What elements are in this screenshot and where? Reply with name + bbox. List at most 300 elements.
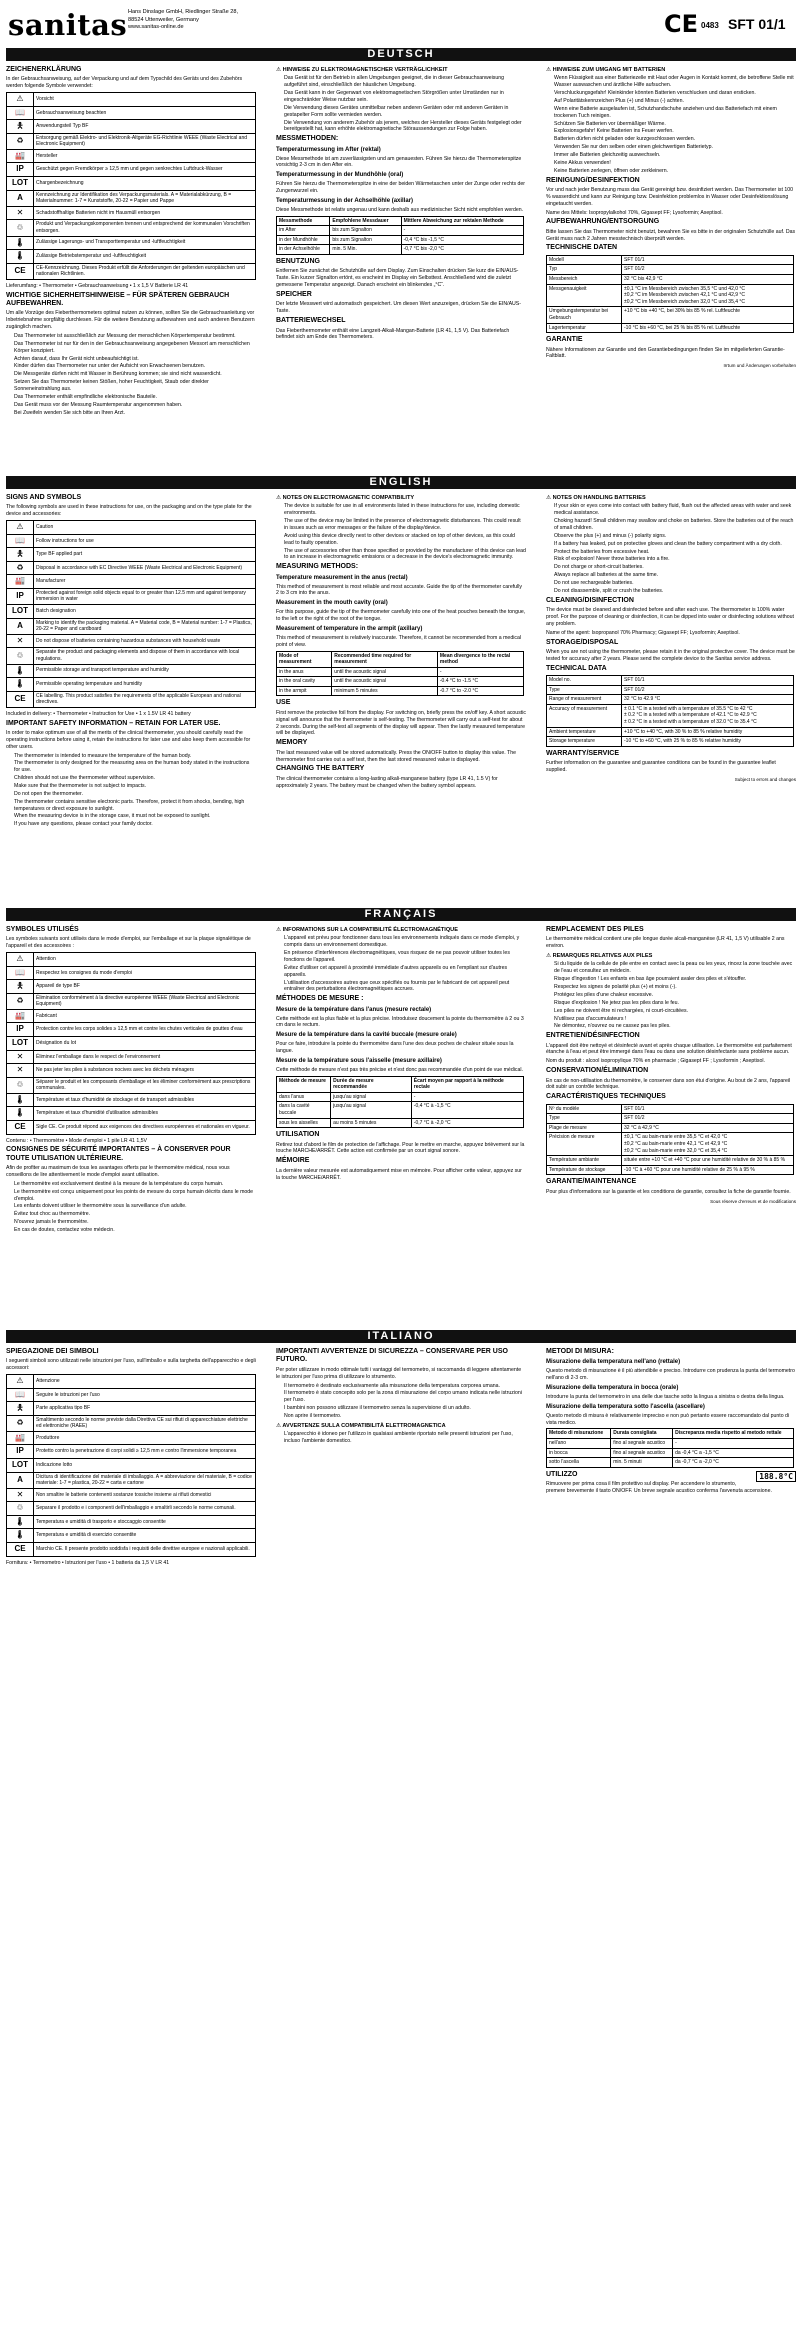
table-cell: im After: [277, 226, 330, 236]
table-cell: Storage temperature: [547, 737, 622, 747]
symbol-row: [7, 691, 256, 707]
symbol-row: [7, 1107, 256, 1121]
en-emv-title: [276, 495, 526, 502]
de-battery-title: BATTERIEWECHSEL: [276, 317, 346, 325]
it-method-rectal-title: Misurazione della temperatura nell'ano (rettale): [546, 1359, 681, 1366]
list-item: • Évitez d'utiliser cet appareil à proximité immédiate d'autres appareils ou en l'empilant sur d'autres appareils.: [284, 965, 526, 979]
list-item: • N'ouvrez jamais le thermomètre.: [14, 1219, 256, 1226]
symbol-text: Marking to identify the packaging material. A = Material code, B = Material number: 1-7 = Plastics, 20-22 = Paper and cardboard: [34, 618, 256, 634]
fr-warranty-text: Pour plus d'informations sur la garantie et les conditions de garantie, consultez la fiche de garantie fournie.: [546, 1188, 791, 1195]
en-emv-list: [276, 503, 526, 561]
it-symbols-title: SPIEGAZIONE DEI SIMBOLI: [6, 1348, 99, 1355]
en-use-title: USE: [276, 699, 291, 707]
battery-disposal-icon: ✕: [7, 634, 34, 648]
en-safety-intro: In order to make optimum use of all the merits of the clinical thermometer, you should carefully read the operating instructions before using it, retain the instructions for later use and also keep them accessible for other users.: [6, 730, 251, 750]
list-item: • Il termometro è destinato esclusivamente alla misurazione della temperatura corporea umana.: [284, 1383, 526, 1390]
header: [0, 0, 802, 48]
list-item: • Choking hazard! Small children may swallow and choke on batteries. Store the batteries out of the reach of small children.: [554, 518, 796, 532]
fr-battery-text: Le thermomètre médical contient une pile longue durée alcali-manganèse (LR 41, 1,5 V) utilisable 2 ans environ.: [546, 936, 785, 950]
en-clean-title: CLEANING/DISINFECTION: [546, 596, 634, 604]
list-item: • The thermometer is only designed for the measuring area on the human body stated in the instructions for use.: [14, 760, 256, 774]
list-item: • Batterien dürfen nicht geladen oder kurzgeschlossen werden.: [554, 136, 796, 143]
symbol-row: [7, 133, 256, 149]
table-cell: -0,7 °C à -2,0 °C: [411, 1118, 523, 1128]
symbol-text: Sigle CE. Ce produit répond aux exigences des directives européennes et nationales en vigueur.: [34, 1120, 256, 1134]
table-header-row: [277, 216, 524, 226]
symbol-row: [7, 250, 256, 264]
fr-safety-list: [6, 1181, 256, 1234]
symbol-row: [7, 1009, 256, 1023]
table-cell: -: [437, 667, 523, 677]
ce-icon: CE: [7, 691, 34, 707]
it-symbol-table: [6, 1374, 256, 1556]
table-cell: Type: [547, 685, 622, 695]
table-cell: au moins 5 minutes: [331, 1118, 412, 1128]
table-cell: fino al segnale acustico: [611, 1439, 673, 1449]
table-cell: sous les aisselles: [277, 1118, 331, 1128]
de-memory-title: SPEICHER: [276, 291, 312, 298]
list-item: • L'utilisation d'accessoires autres que ceux spécifiés ou fournis par le fabricant de cet appareil peut entraîner des perturbations électromagnétiques accrues.: [284, 980, 526, 994]
table-row: [547, 284, 794, 307]
caution-icon: ⚠: [7, 953, 34, 967]
manual-icon: 📖: [7, 1388, 34, 1402]
list-item: • Protégez les piles d'une chaleur excessive.: [554, 992, 796, 999]
warning-icon: ⚠: [546, 67, 553, 73]
list-item: • En cas de doutes, contactez votre médecin.: [14, 1227, 256, 1234]
list-item: • Always replace all batteries at the same time.: [554, 572, 796, 579]
fr-method-oral-text: Pour ce faire, introduire la pointe du thermomètre dans l'une des deux poches de chaleur située sous la langue.: [276, 1041, 514, 1055]
fr-method-rectal-text: Cette méthode est la plus fiable et la plus précise. Introduisez doucement la pointe du thermomètre à 2 ou 3 cm dans le rectum.: [276, 1015, 524, 1029]
symbol-text: Attenzione: [34, 1375, 256, 1389]
table-header-row: [547, 1429, 794, 1439]
en-method-rectal-title: Temperature measurement in the anus (rectal): [276, 574, 408, 581]
recycle-icon: ♲: [7, 220, 34, 236]
table-cell: située entre +10 °C et +40 °C pour une humidité relative de 30 % à 85 %: [622, 1156, 794, 1166]
table-cell: -0,4 °C à -1,5 °C: [411, 1102, 523, 1118]
symbol-row: [7, 120, 256, 134]
table-cell: -10 °C to +60 °C, with 25 % to 85 % relative humidity: [622, 737, 794, 747]
symbol-row: [7, 1077, 256, 1093]
en-use-text: First remove the protective foil from the display. For switching on, briefly press the on/off key. A short acoustic signal will announce that the thermometer is self-testing. The thermometer will carry out a self-test for about 2 seconds. During the self-test all segments of the display will appear. Then the lastly measured temperature will be displayed.: [276, 709, 526, 737]
lcd-unit: °C: [783, 1471, 793, 1481]
de-method-table: [276, 216, 524, 255]
fr-env-title: [546, 953, 796, 960]
table-row: [547, 307, 794, 323]
symbol-text: Hersteller: [34, 149, 256, 163]
symbol-text: Indicazione lotto: [34, 1459, 256, 1473]
en-measure-title: MEASURING METHODS:: [276, 563, 359, 571]
symbol-row: [7, 1064, 256, 1078]
symbol-row: [7, 1415, 256, 1431]
table-cell: Messgenauigkeit: [547, 284, 622, 307]
en-method-oral-text: For this purpose, guide the tip of the thermometer carefully into one of the heat pouches beneath the tongue, to the left or the right of the root of the tongue.: [276, 609, 526, 623]
warning-icon: ⚠: [276, 1422, 283, 1429]
table-cell: Modell: [547, 255, 622, 265]
de-method-axillary-text: Diese Messmethode ist relativ ungenau und kann deshalb aus medizinischer Sicht nicht empfohlen werden.: [276, 206, 524, 213]
it-emv-title-text: AVVERTENZE SULLA COMPATIBILITÀ ELETTROMAGNETICA: [282, 1422, 446, 1429]
de-warranty-title: GARANTIE: [546, 336, 583, 344]
warning-icon: ⚠: [546, 495, 553, 501]
fr-safety-title: CONSIGNES DE SÉCURITÉ IMPORTANTES – À CONSERVER POUR TOUTE UTILISATION ULTÉRIEURE.: [6, 1146, 231, 1162]
symbol-row: [7, 678, 256, 692]
fr-method-oral-title: Mesure de la température dans la cavité buccale (mesure orale): [276, 1032, 457, 1039]
lot-icon: LOT: [7, 1459, 34, 1473]
symbol-row: [7, 575, 256, 589]
fr-battery-title: REMPLACEMENT DES PILES: [546, 926, 644, 933]
en-safety-list: [6, 753, 256, 829]
list-item: • Le thermomètre est conçu uniquement pour les points de mesure du corps humain décrits dans le mode d'emploi.: [14, 1189, 256, 1203]
symbol-row: [7, 1488, 256, 1502]
table-cell: in the anus: [277, 667, 332, 677]
list-item: • If you have any questions, please contact your family doctor.: [14, 821, 256, 828]
fr-delivery: Contenu : • Thermomètre • Mode d'emploi • 1 pile LR 41 1,5V: [6, 1137, 148, 1144]
manual-icon: 📖: [7, 534, 34, 548]
de-store-text: Bitte lassen Sie das Thermometer nicht benutzt, bewahren Sie es bitte in der originalen Schutzhülle auf. Das Gerät muss nach 2 Jahren messtechnisch überprüft werden.: [546, 228, 796, 242]
list-item: • Setzen Sie das Thermometer keinen Stößen, hoher Feuchtigkeit, Staub oder direkter Sonneneinstrahlung aus.: [14, 379, 256, 393]
lcd-display: [756, 1471, 796, 1483]
table-cell: +10 °C bis +40 °C, bei 30% bis 85 % rel. Luftfeuchte: [622, 307, 794, 323]
symbol-row: [7, 966, 256, 980]
fr-symbols-intro: Les symboles suivants sont utilisés dans le mode d'emploi, sur l'emballage et sur la plaque signalétique de l'appareil et des accessoires :: [6, 936, 251, 950]
manufacturer-icon: 🏭: [7, 1009, 34, 1023]
list-item: • Verwenden Sie nur den selben oder einen gleichwertigen Batterietyp.: [554, 144, 796, 151]
list-item: • Risque d'ingestion ! Les enfants en bas âge pourraient avaler des piles et s'étouffer.: [554, 976, 796, 983]
de-delivery: Lieferumfang: • Thermometer • Gebrauchsanweisung • 1 x 1,5 V Batterie LR 41: [6, 282, 189, 289]
de-safety-title: WICHTIGE SICHERHEITSHINWEISE – FÜR SPÄTEREN GEBRAUCH AUFBEWAHREN.: [6, 291, 230, 308]
symbol-row: [7, 1459, 256, 1473]
table-cell: -10 °C à +60 °C pour une humidité relative de 25 % à 95 %: [622, 1165, 794, 1175]
en-tech-table: [546, 675, 794, 747]
de-symbols-intro: In der Gebrauchsanweisung, auf der Verpackung und auf dem Typschild des Geräts und des Zubehörs werden folgende Symbole verwendet:: [6, 76, 243, 90]
list-item: • Protect the batteries from excessive heat.: [554, 549, 796, 556]
symbol-row: [7, 618, 256, 634]
table-row: [547, 1133, 794, 1156]
list-item: • The use of the device may be limited in the presence of electromagnetic disturbances. This could result in issues such as error messages or the failure of the display/device.: [284, 518, 526, 532]
table-cell: 32 °C bis 42,9 °C: [622, 275, 794, 285]
en-warranty-text: Further information on the guarantee and guarantee conditions can be found in the guarantee leaflet supplied.: [546, 760, 776, 774]
table-row: [547, 275, 794, 285]
table-header: Messmethode: [277, 216, 330, 226]
table-cell: Typ: [547, 265, 622, 275]
symbol-text: Produkt und Verpackungskomponenten trennen und entsprechend der kommunalen Vorschriften entsorgen.: [34, 220, 256, 236]
table-cell: bis zum Signalton: [330, 235, 401, 245]
symbol-row: [7, 236, 256, 250]
table-row: [547, 1458, 794, 1468]
table-header-row: [277, 651, 524, 667]
it-emv-title: [276, 1423, 526, 1430]
table-cell: Température ambiante: [547, 1156, 622, 1166]
list-item: • Do not disassemble, split or crush the batteries.: [554, 588, 796, 595]
manufacturer-icon: 🏭: [7, 1431, 34, 1445]
en-symbols-intro: The following symbols are used in these instructions for use, on the packaging and on the type plate for the device and accessories:: [6, 504, 252, 518]
en-method-axillary-text: This method of measurement is relatively inaccurate. Therefore, it cannot be recommended from a medical point of view.: [276, 634, 521, 648]
table-cell: -: [411, 1092, 523, 1102]
table-cell: SFT 01/2: [622, 1114, 794, 1124]
list-item: • When the measuring device is in the storage case, it must not be exposed to sunlight.: [14, 813, 256, 820]
table-cell: SFT 01/2: [622, 685, 794, 695]
symbol-row: [7, 1472, 256, 1488]
list-item: • Do not open the thermometer.: [14, 791, 256, 798]
symbol-text: Kennzeichnung zur Identifikation des Verpackungsmaterials. A = Materialabkürzung, B = Materialnummer: 1-7 = Kunststoffe, 20-22 = Papier und Pappe: [34, 190, 256, 206]
table-row: [547, 737, 794, 747]
fr-method-rectal-title: Mesure de la température dans l'anus (mesure rectale): [276, 1006, 432, 1013]
symbol-row: [7, 634, 256, 648]
symbol-text: Produttore: [34, 1431, 256, 1445]
ce-icon: CE: [7, 263, 34, 279]
warning-icon: ⚠: [546, 953, 553, 960]
symbol-text: Fabricant: [34, 1009, 256, 1023]
symbol-text: Protection contre les corps solides ≥ 12,5 mm et contre les chutes verticales de gouttes d'eau: [34, 1023, 256, 1037]
table-cell: SFT 01/1: [622, 676, 794, 686]
it-column-3: [546, 1346, 796, 2346]
table-cell: -0,4 °C bis -1,5 °C: [401, 235, 523, 245]
list-item: • Das Thermometer ist nur für den in der Gebrauchsanweisung angegebenen Messort am menschlichen Körper konzipiert.: [14, 341, 256, 355]
it-safety-title: IMPORTANTI AVVERTENZE DI SICUREZZA – CONSERVARE PER USO FUTURO.: [276, 1348, 508, 1364]
table-cell: until the acoustic signal: [332, 677, 438, 687]
list-item: • If your skin or eyes come into contact with battery fluid, flush out the affected areas with water and seek medical assistance.: [554, 503, 796, 517]
bf-part-icon: 🯅: [7, 120, 34, 134]
symbol-text: Permissible storage and transport temperature and humidity: [34, 664, 256, 678]
symbol-text: Caution: [34, 521, 256, 535]
table-row: [277, 1118, 524, 1128]
symbol-row: [7, 1023, 256, 1037]
language-banner-it: ITALIANO: [6, 1330, 796, 1343]
symbol-row: [7, 220, 256, 236]
de-battery-text: Das Fieberthermometer enthält eine Langzeit-Alkali-Mangan-Batterie (LR 41, 1,5 V). Das Batteriefach befindet sich am Ende des Thermometers.: [276, 327, 510, 341]
table-row: [277, 245, 524, 255]
en-errata-note: Subject to errors and changes: [734, 776, 796, 782]
list-item: • Wenn Flüssigkeit aus einer Batteriezelle mit Haut oder Augen in Kontakt kommt, die betroffene Stelle mit Wasser auswaschen und ärztliche Hilfe aufsuchen.: [554, 75, 796, 89]
symbol-row: [7, 588, 256, 604]
table-cell: Nº du modèle: [547, 1104, 622, 1114]
en-method-oral-title: Measurement in the mouth cavity (oral): [276, 600, 388, 607]
symbol-row: [7, 163, 256, 177]
table-cell: Model no.: [547, 676, 622, 686]
table-cell: Température de stockage: [547, 1165, 622, 1175]
list-item: • Das Gerät ist für den Betrieb in allen Umgebungen geeignet, die in dieser Gebrauchsanweisung aufgeführt sind, einschließlich der häuslichen Umgebung.: [284, 75, 526, 89]
de-measure-title: MESSMETHODEN:: [276, 135, 339, 143]
list-item: • Risk of explosion! Never throw batteries into a fire.: [554, 556, 796, 563]
weee-icon: ♻: [7, 993, 34, 1009]
symbol-text: Do not dispose of batteries containing hazardous substances with household waste: [34, 634, 256, 648]
list-item: • Keine Batterien zerlegen, öffnen oder zerkleinern.: [554, 168, 796, 175]
fr-clean-text: L'appareil doit être nettoyé et désinfecté avant et après chaque utilisation. Le thermomètre est parfaitement étanche à l'eau et peut être immergé dans l'eau ou dans une solution désinfectante sans problème aucun.: [546, 1042, 792, 1056]
symbol-row: [7, 993, 256, 1009]
caution-icon: ⚠: [7, 1375, 34, 1389]
table-cell: ±0,1 °C im Messbereich zwischen 35,5 °C und 42,0 °C ±0,2 °C im Messbereich zwischen 42,1 °C und 42,9 °C ±0,2 °C im Messbereich zwischen 32,0 °C und 35,4 °C: [622, 284, 794, 307]
symbol-text: Température et taux d'humidité d'utilisation admissibles: [34, 1107, 256, 1121]
table-row: [277, 686, 524, 696]
it-method-axillary-text: Questo metodo di misura è relativamente impreciso e non può pertanto essere raccomandato dal punto di vista medico.: [546, 1412, 790, 1426]
table-cell: bis zum Signalton: [330, 226, 401, 236]
de-safety-list: [6, 333, 256, 416]
fr-column-3: [546, 924, 796, 1324]
list-item: • Non aprire il termometro.: [284, 1413, 526, 1420]
symbol-row: [7, 1050, 256, 1064]
en-store-title: STORAGE/DISPOSAL: [546, 638, 619, 646]
table-cell: dans la cavité buccale: [277, 1102, 331, 1118]
operating-temperature-icon: 🌡: [7, 678, 34, 692]
it-column-2: [276, 1346, 526, 2346]
list-item: • Das Gerät muss vor der Messung Raumtemperatur angenommen haben.: [14, 402, 256, 409]
symbol-row: [7, 1431, 256, 1445]
battery-disposal-icon: ✕: [7, 1064, 34, 1078]
symbol-row: [7, 521, 256, 535]
fr-emv-list: [276, 935, 526, 993]
de-env-list: [546, 75, 796, 174]
it-symbols-intro: I seguenti simboli sono utilizzati nelle istruzioni per l'uso, sull'imballo e sulla targhetta dell'apparecchio e degli accessori:: [6, 1358, 256, 1372]
fr-symbols-title: SYMBOLES UTILISÉS: [6, 926, 79, 933]
table-row: [547, 265, 794, 275]
lot-icon: LOT: [7, 177, 34, 191]
list-item: • L'apparecchio è idoneo per l'utilizzo in qualsiasi ambiente riportato nelle presenti istruzioni per l'uso, incluso l'ambiente domestico.: [284, 1431, 526, 1445]
en-memory-title: MEMORY: [276, 739, 308, 747]
table-cell: SFT 01/1: [622, 1104, 794, 1114]
it-safety-list: [276, 1383, 526, 1420]
packaging-disposal-icon: ✕: [7, 1050, 34, 1064]
list-item: • Das Thermometer enthält empfindliche elektronische Bauteile.: [14, 394, 256, 401]
list-item: • Do not use rechargeable batteries.: [554, 580, 796, 587]
list-item: • Observe the plus (+) and minus (-) polarity signs.: [554, 533, 796, 540]
ce-icon: CE: [7, 1542, 34, 1556]
table-row: [547, 727, 794, 737]
list-item: • Do not charge or short-circuit batteries.: [554, 564, 796, 571]
symbol-text: Disposal in accordance with EC Directive WEEE (Waste Electrical and Electronic Equipment): [34, 561, 256, 575]
table-header: Méthode de mesure: [277, 1076, 331, 1092]
table-cell: -: [673, 1439, 794, 1449]
table-row: [277, 667, 524, 677]
brand-logo: sanitas: [8, 8, 128, 42]
fr-symbol-table: [6, 952, 256, 1134]
de-method-rectal-title: Temperaturmessung im After (rektal): [276, 146, 381, 153]
symbol-text: Separate the product and packaging elements and dispose of them in accordance with local regulations.: [34, 648, 256, 664]
de-use-title: BENUTZUNG: [276, 258, 320, 266]
table-cell: until the acoustic signal: [332, 667, 438, 677]
operating-temperature-icon: 🌡: [7, 250, 34, 264]
de-use-text: Entfernen Sie zunächst die Schutzhülle auf dem Display. Zum Einschalten drücken Sie kurz die EIN/AUS-Taste. Ein kurzer Signalton ertönt, es erscheint im Display ein Selbsttest. Anschließend wird die zuletzt gemessene Temperatur angezeigt. Danach erscheint ein blinkendes „°C“.: [276, 268, 519, 289]
it-use-text: Rimuovere per prima cosa il film protettivo sul display. Per accendere lo strumento, premere brevemente il tasto ON/OFF. Un breve segnale acustico conferma l'avvenuta accensione.: [546, 1481, 772, 1495]
de-clean-text: Vor und nach jeder Benutzung muss das Gerät gereinigt bzw. desinfiziert werden. Das Thermometer ist 100 % wasserdicht und kann zur Reinigung bzw. Desinfektion problemlos in Wasser oder Desinfektionslösung eingetaucht werden.: [546, 186, 794, 207]
list-item: • Ne démontez, n'ouvrez ou ne cassez pas les piles.: [554, 1023, 796, 1030]
symbol-text: CE-Kennzeichnung. Dieses Produkt erfüllt die Anforderungen der geltenden europäischen und nationalen Richtlinien.: [34, 263, 256, 279]
table-row: [547, 1104, 794, 1114]
list-item: • Children should not use the thermometer without supervision.: [14, 775, 256, 782]
storage-temperature-icon: 🌡: [7, 664, 34, 678]
table-header: Écart moyen par rapport à la méthode rectale: [411, 1076, 523, 1092]
table-cell: da -0,7 °C a -2,0 °C: [673, 1458, 794, 1468]
lot-icon: LOT: [7, 1037, 34, 1051]
fr-method-axillary-title: Mesure de la température sous l'aisselle (mesure axillaire): [276, 1057, 442, 1064]
manufacturer-icon: 🏭: [7, 149, 34, 163]
it-measure-title: METODI DI MISURA:: [546, 1348, 614, 1355]
fr-safety-intro: Afin de profiter au maximum de tous les avantages offerts par le thermomètre médical, nous vous conseillons de lire attentivement le mode d'emploi avant utilisation.: [6, 1165, 230, 1178]
caution-icon: ⚠: [7, 521, 34, 535]
list-item: • The use of accessories other than those specified or provided by the manufacturer of this device can lead to an increase in electromagnetic emissions or a decrease in the device's electromagnetic immunity.: [284, 548, 526, 562]
list-item: • Die Verwendung dieses Gerätes unmittelbar neben anderen Geräten oder mit anderen Geräten in gestapelter Form sollte vermieden werden.: [284, 105, 526, 119]
symbol-text: Temperatura e umidità di trasporto e stoccaggio consentite: [34, 1515, 256, 1529]
de-column-1: [6, 64, 256, 468]
symbol-row: [7, 1445, 256, 1459]
table-cell: in der Achselhöhle: [277, 245, 330, 255]
symbol-text: Éliminez l'emballage dans le respect de l'environnement: [34, 1050, 256, 1064]
list-item: • Si du liquide de la cellule de pile entre en contact avec la peau ou les yeux, rincez la zone touchée avec de l'eau et consultez un médecin.: [554, 961, 796, 975]
table-cell: Lagertemperatur: [547, 323, 622, 333]
fr-use-text: Retirez tout d'abord le film de protection de l'affichage. Pour le mettre en marche, appuyez brièvement sur la touche MARCHE/ARRÊT. Cette action est confirmée par un court signal sonore.: [276, 1141, 525, 1155]
en-env-title: [546, 495, 796, 502]
table-header: Empfohlene Messdauer: [330, 216, 401, 226]
table-cell: Type: [547, 1114, 622, 1124]
table-header: Mode of measurement: [277, 651, 332, 667]
table-row: [547, 1165, 794, 1175]
table-cell: Umgebungstemperatur bei Gebrauch: [547, 307, 622, 323]
table-row: [547, 685, 794, 695]
table-header: Durée de mesure recommandée: [331, 1076, 412, 1092]
list-item: • Les piles ne doivent être ni rechargées, ni court-circuitées.: [554, 1008, 796, 1015]
table-cell: Plage de mesure: [547, 1123, 622, 1133]
table-cell: -: [401, 226, 523, 236]
symbol-row: [7, 1542, 256, 1556]
symbol-text: Geschützt gegen Fremdkörper ≥ 12,5 mm und gegen senkrechtes Luftdruck-Wasser: [34, 163, 256, 177]
bf-part-icon: 🯅: [7, 1402, 34, 1416]
table-cell: SFT 01/1: [622, 255, 794, 265]
language-banner-en: ENGLISH: [6, 476, 796, 489]
en-clean-agent: Name of the agent: Isopropanol 70% Pharmacy; Gigasept FF; Lysoformin; Aseptisol.: [546, 629, 740, 636]
weee-icon: ♻: [7, 561, 34, 575]
symbol-row: [7, 664, 256, 678]
symbol-row: [7, 263, 256, 279]
list-item: • Kinder dürfen das Thermometer nur unter der Aufsicht von Erwachsenen benutzen.: [14, 363, 256, 370]
table-header: Mean divergence to the rectal method: [437, 651, 523, 667]
symbol-row: [7, 1375, 256, 1389]
symbol-text: Gebrauchsanweisung beachten: [34, 106, 256, 120]
en-method-axillary-title: Measurement of temperature in the armpit (axillary): [276, 625, 423, 632]
table-row: [277, 235, 524, 245]
en-column-1: [6, 492, 256, 902]
list-item: • Die Messgeräte dürfen nicht mit Wasser in Berührung kommen; sie sind nicht wasserdicht.: [14, 371, 256, 378]
symbol-text: Ne pas jeter les piles à substances nocives avec les déchets ménagers: [34, 1064, 256, 1078]
manufacturer-address: [128, 9, 238, 32]
en-method-rectal-text: This method of measurement is most reliable and most accurate. Guide the tip of the thermometer carefully 2 to 3 cm into the anus.: [276, 583, 522, 597]
en-battery-text: The clinical thermometer contains a long-lasting alkali-manganese battery (type LR 41, 1.5 V) for approximately 2 years. The battery must be changed when the battery symbol appears.: [276, 775, 498, 789]
table-cell: -0,7 °C bis -2,0 °C: [401, 245, 523, 255]
en-tech-title: TECHNICAL DATA: [546, 664, 607, 672]
symbol-text: Marchio CE. Il presente prodotto soddisfa i requisiti delle direttive europee e nazionali applicabili.: [34, 1542, 256, 1556]
table-header: Mittlere Abweichung zur rektalen Methode: [401, 216, 523, 226]
de-symbol-table: [6, 92, 256, 280]
fr-warranty-title: GARANTIE/MAINTENANCE: [546, 1178, 637, 1186]
symbol-row: [7, 648, 256, 664]
fr-emv-title-text: INFORMATIONS SUR LA COMPATIBILITÉ ÉLECTROMAGNÉTIQUE: [282, 927, 458, 933]
symbol-row: [7, 953, 256, 967]
de-clean-agent: Name des Mittels: Isopropylalkohol 70%, Gigasept FF; Lysoformin; Aseptisol.: [546, 209, 723, 216]
weee-icon: ♻: [7, 133, 34, 149]
fr-store-title: CONSERVATION/ÉLIMINATION: [546, 1067, 649, 1075]
de-errata-note: Irrtum und Änderungen vorbehalten: [723, 363, 796, 369]
de-store-title: AUFBEWAHRUNG/ENTSORGUNG: [546, 218, 660, 226]
list-item: • L'appareil est prévu pour fonctionner dans tous les environnements indiqués dans ce mode d'emploi, y compris dans un environnement domestique.: [284, 935, 526, 949]
table-cell: da -0,4 °C a -1,5 °C: [673, 1448, 794, 1458]
fr-tech-table: [546, 1104, 794, 1176]
symbol-row: [7, 534, 256, 548]
de-safety-intro: Um alle Vorzüge des Fieberthermometers optimal nutzen zu können, sollten Sie die Gebrauchsanleitung vor Inbetriebnahme sorgfältig durchlesen. Für die weitere Benutzung aufbewahren und auch anderen Benutzern zugänglich machen.: [6, 310, 255, 331]
table-cell: in the armpit: [277, 686, 332, 696]
table-row: [277, 1102, 524, 1118]
symbol-text: Zulässige Lagerungs- und Transporttemperatur und -luftfeuchtigkeit: [34, 236, 256, 250]
symbol-text: Zulässige Betriebstemperatur und -luftfeuchtigkeit: [34, 250, 256, 264]
language-banner-fr: FRANÇAIS: [6, 908, 796, 921]
symbol-text: Appareil de type BF: [34, 980, 256, 994]
en-clean-text: The device must be cleaned and disinfected before and after each use. The thermometer is 100% water proof. For the purpose of cleaning or disinfection, it can be dipped into water or disinfecting solutions without any problem.: [546, 607, 794, 627]
